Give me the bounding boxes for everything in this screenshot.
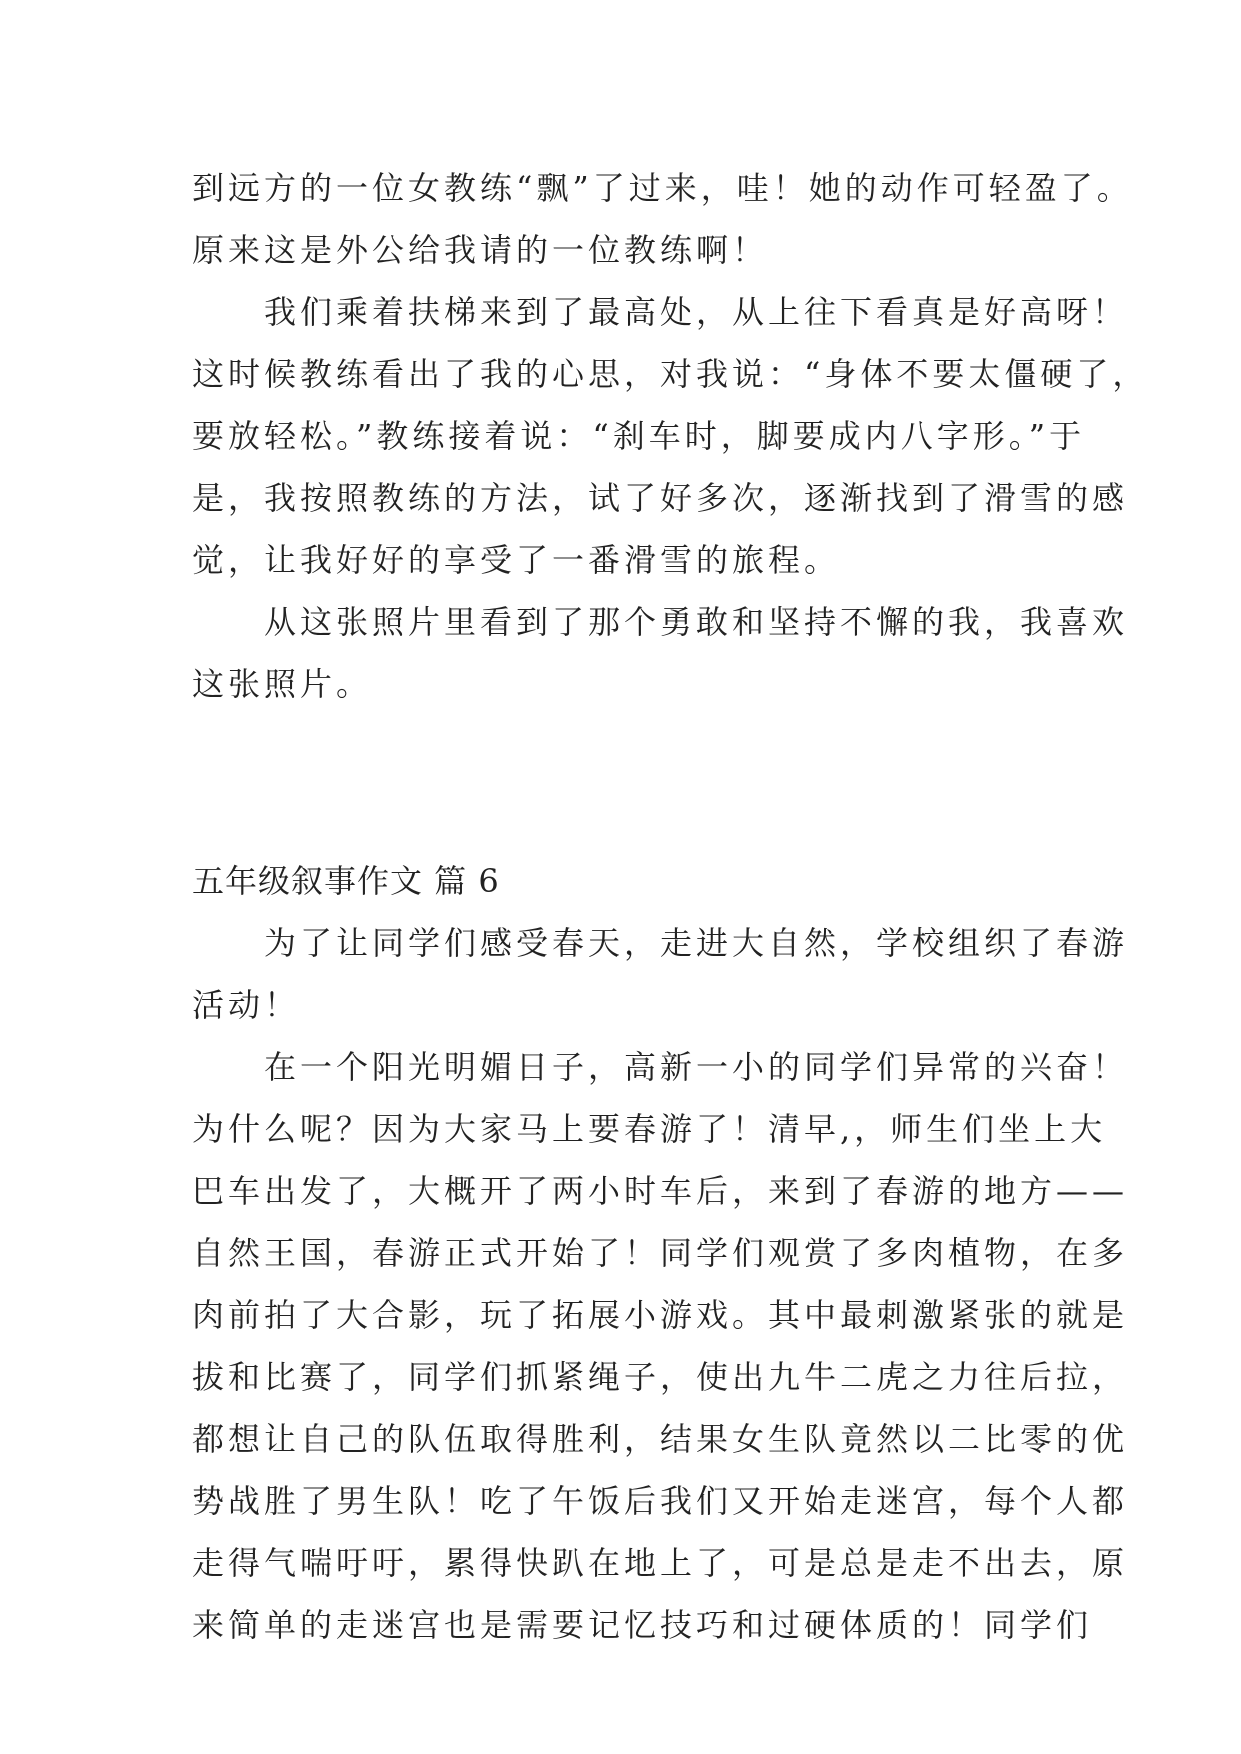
paragraph-start-line: 为了让同学们感受春天，走进大自然，学校组织了春游 [192, 924, 1129, 962]
section-heading: 五年级叙事作文 篇 6 [192, 862, 500, 900]
essay-body [192, 157, 1149, 1656]
text-line: 巴车出发了，大概开了两小时车后，来到了春游的地方—— [192, 1172, 1129, 1210]
text-line: 为什么呢？因为大家马上要春游了！清早,，师生们坐上大 [192, 1110, 1107, 1148]
text-line: 来简单的走迷宫也是需要记忆技巧和过硬体质的！同学们 [192, 1606, 1093, 1644]
text-line: 到远方的一位女教练“飘”了过来，哇！她的动作可轻盈了。 [192, 169, 1133, 207]
paragraph-start-line: 在一个阳光明媚日子，高新一小的同学们异常的兴奋！ [192, 1048, 1129, 1086]
text-line: 觉，让我好好的享受了一番滑雪的旅程。 [192, 541, 841, 579]
text-line: 原来这是外公给我请的一位教练啊！ [192, 231, 769, 269]
text-line: 肉前拍了大合影，玩了拓展小游戏。其中最刺激紧张的就是 [192, 1296, 1129, 1334]
text-line: 走得气喘吁吁，累得快趴在地上了，可是总是走不出去，原 [192, 1544, 1129, 1582]
text-line: 要放轻松。”教练接着说：“刹车时，脚要成内八字形。”于 [192, 417, 1086, 455]
text-line: 这张照片。 [192, 665, 373, 703]
paragraph-start-line: 我们乘着扶梯来到了最高处，从上往下看真是好高呀！ [192, 293, 1129, 331]
text-line: 活动！ [192, 986, 301, 1024]
text-line: 都想让自己的队伍取得胜利，结果女生队竟然以二比零的优 [192, 1420, 1129, 1458]
section-gap [192, 715, 1052, 850]
text-line: 这时候教练看出了我的心思，对我说：“身体不要太僵硬了， [192, 355, 1149, 393]
text-line: 自然王国，春游正式开始了！同学们观赏了多肉植物，在多 [192, 1234, 1129, 1272]
text-line: 拔和比赛了，同学们抓紧绳子，使出九牛二虎之力往后拉， [192, 1358, 1129, 1396]
paragraph-start-line: 从这张照片里看到了那个勇敢和坚持不懈的我，我喜欢 [192, 603, 1129, 641]
text-line: 是，我按照教练的方法，试了好多次，逐渐找到了滑雪的感 [192, 479, 1129, 517]
text-line: 势战胜了男生队！吃了午饭后我们又开始走迷宫，每个人都 [192, 1482, 1129, 1520]
